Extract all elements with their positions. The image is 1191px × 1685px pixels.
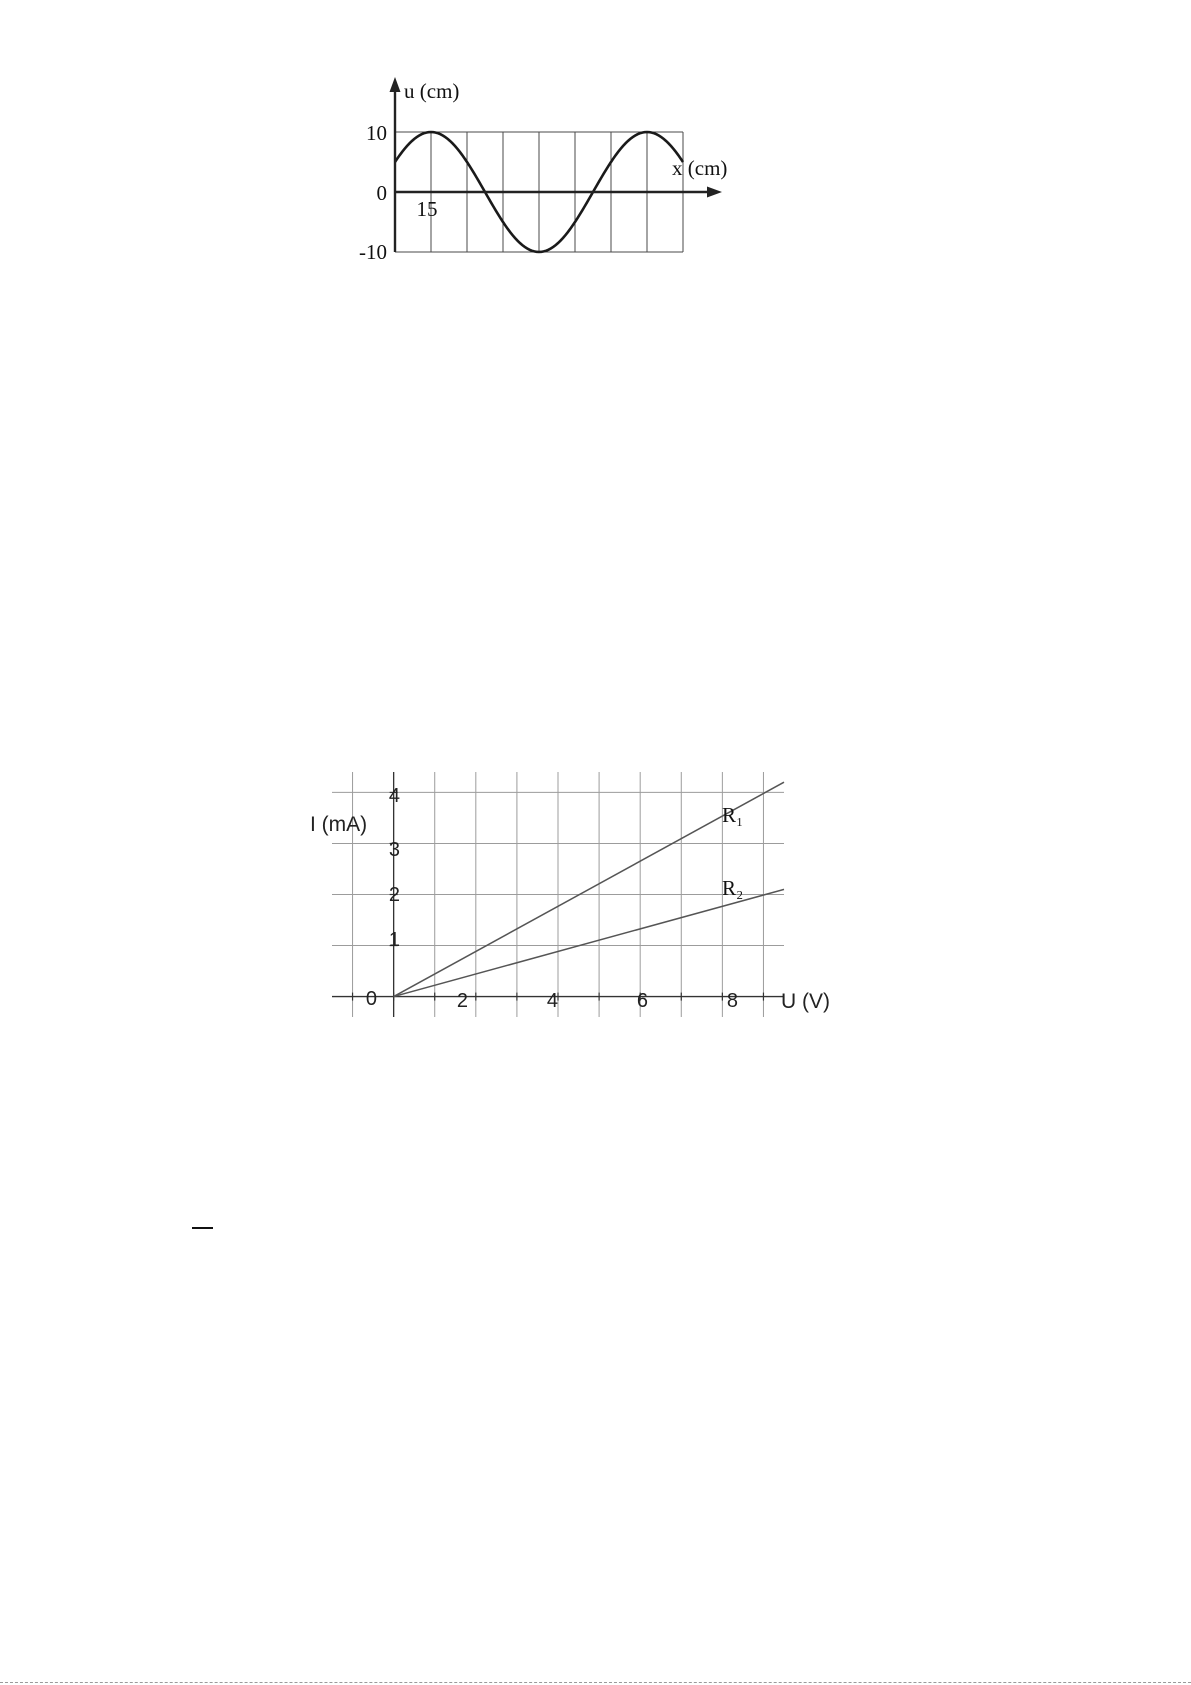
wave-y-tick-label: 10 [366, 121, 387, 145]
iv-y-tick-label: 3 [388, 839, 400, 861]
iv-y-tick-label: 1 [388, 929, 400, 951]
wave-y-axis-label: u (cm) [404, 79, 460, 103]
wave-x-tick-label: 15 [416, 197, 438, 221]
wave-y-tick-label: 0 [376, 181, 387, 205]
iv-x-axis-label: U (V) [781, 990, 830, 1013]
wave-y-arrow-icon [390, 77, 401, 92]
wave-x-axis-label: x (cm) [672, 156, 728, 180]
page-dash-mark [192, 1227, 213, 1229]
iv-x-tick-label: 2 [456, 990, 468, 1012]
series-label-r2: R₂ [722, 876, 744, 900]
series-label-r1: R₁ [722, 803, 744, 827]
wave-y-tick-label: -10 [359, 240, 387, 264]
iv-y-axis-label: I (mA) [310, 813, 368, 836]
series-line-r2 [394, 889, 784, 996]
wave-chart [360, 62, 760, 287]
iv-x-tick-label: 6 [636, 990, 648, 1012]
iv-chart [310, 772, 850, 1032]
iv-origin-label: 0 [365, 988, 377, 1010]
iv-y-tick-label: 2 [388, 884, 400, 906]
bottom-dashed-rule [0, 1682, 1191, 1683]
iv-x-tick-label: 4 [546, 990, 558, 1012]
iv-y-tick-label: 4 [388, 785, 400, 807]
wave-x-arrow-icon [707, 187, 722, 198]
iv-x-tick-label: 8 [726, 990, 738, 1012]
